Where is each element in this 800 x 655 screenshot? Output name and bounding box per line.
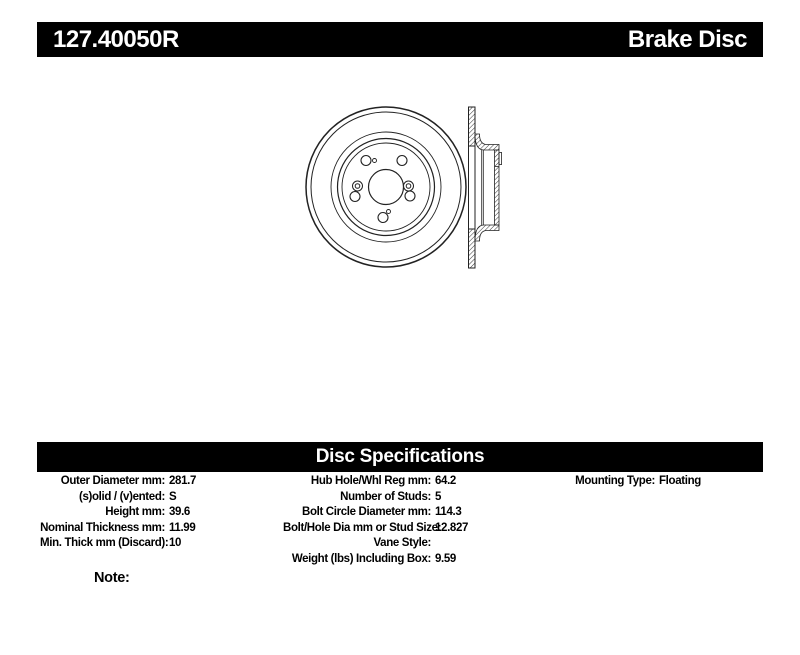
spec-section-title: Disc Specifications [315, 446, 485, 467]
spec-value: 10 [169, 537, 182, 550]
spec-value: 39.6 [169, 506, 190, 519]
spec-column-middle [283, 474, 468, 568]
spec-row-outer-diameter [40, 474, 196, 490]
spec-label: Hub Hole/Whl Reg mm: [310, 475, 431, 487]
spec-row-bolt-hole-dia [283, 521, 468, 537]
small-holes [373, 159, 391, 214]
spec-row-hub-hole [283, 474, 468, 490]
spec-row-number-of-studs [283, 490, 468, 506]
spec-value: 114.3 [435, 506, 462, 519]
spec-row-bolt-circle-diameter [283, 505, 468, 521]
product-type-title: Brake Disc [627, 25, 747, 53]
spec-column-left [40, 474, 196, 552]
spec-label: Mounting Type: [575, 475, 655, 487]
spec-label: Height mm: [105, 506, 165, 519]
spec-value: 64.2 [435, 475, 456, 487]
spec-row-vane-style [283, 536, 468, 552]
spec-row-weight [283, 552, 468, 568]
spec-row-height [40, 505, 196, 521]
spec-value: 281.7 [169, 475, 197, 487]
brake-disc-technical-drawing [298, 98, 512, 274]
spec-label: Bolt/Hole Dia mm or Stud Size: [283, 521, 442, 534]
spec-row-mounting-type [556, 474, 701, 490]
brake-disc-front-view [306, 107, 466, 267]
spec-value: S [169, 490, 177, 503]
brake-disc-section-view [469, 107, 502, 268]
spec-value: 9.59 [435, 552, 456, 565]
spec-label: Vane Style: [373, 537, 431, 550]
spec-value: 5 [435, 490, 442, 503]
spec-column-right [556, 474, 701, 490]
screw-holes [353, 181, 414, 191]
spec-label: Nominal Thickness mm: [40, 521, 165, 534]
spec-value: Floating [659, 475, 701, 487]
spec-row-solid-vented [40, 490, 196, 506]
spec-label: Outer Diameter mm: [60, 475, 165, 487]
note-label: Note: [94, 570, 130, 586]
spec-section-banner [37, 442, 763, 472]
spec-row-nominal-thickness [40, 521, 196, 537]
spec-label: Min. Thick mm (Discard): [40, 537, 169, 550]
spec-row-min-thick [40, 536, 196, 552]
spec-label: Bolt Circle Diameter mm: [302, 506, 431, 519]
header-banner [37, 22, 763, 57]
spec-label: Number of Studs: [340, 490, 431, 503]
spec-label: Weight (lbs) Including Box: [291, 552, 431, 565]
spec-value: 11.99 [169, 521, 196, 534]
spec-value: 12.827 [435, 521, 469, 534]
part-number: 127.40050R [53, 25, 179, 53]
lug-holes [350, 156, 415, 223]
spec-label: (s)olid / (v)ented: [79, 490, 165, 503]
